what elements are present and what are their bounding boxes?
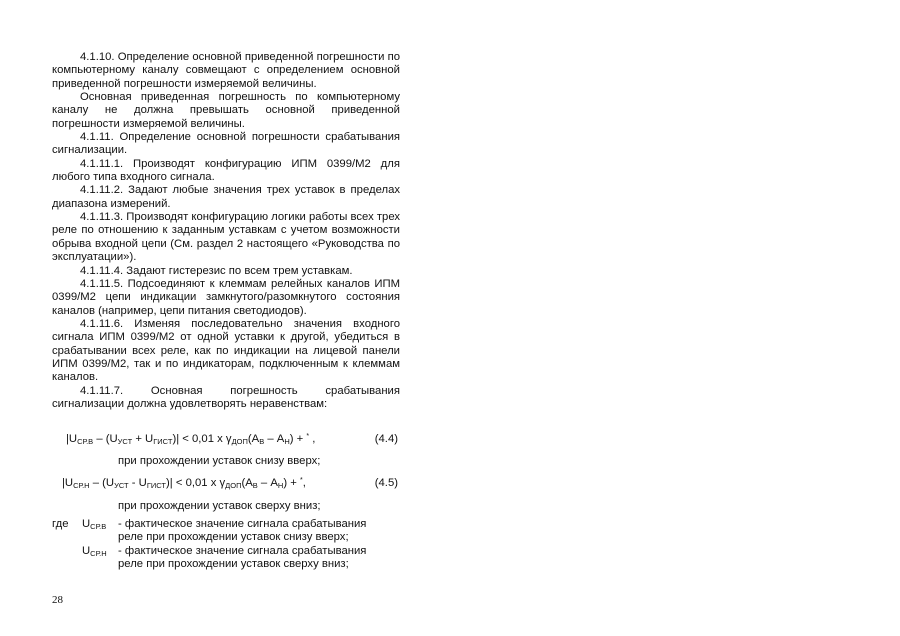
- paragraph-4-1-11-2: 4.1.11.2. Задают любые значения трех уставок в пределах диапазона измерений.: [52, 184, 400, 210]
- paragraph-4-1-11-4: 4.1.11.4. Задают гистерезис по всем трем уставкам.: [80, 264, 353, 277]
- body-text: [52, 51, 400, 411]
- formula-4-4: [66, 433, 398, 446]
- document-page: [52, 51, 400, 570]
- symbol-ucr-n: $U_{СР.Н}$: [82, 545, 107, 558]
- definition-ucr-v-continuation: реле при прохождении уставок снизу вверх;: [118, 531, 349, 543]
- paragraph-4-1-11-6: 4.1.11.6. Изменяя последовательно значения входного сигнала ИПМ 0399/М2 от одной уставки к другой, убедиться в срабатывании всех реле, как по индикации на лицевой панели ИПМ 0399/М2, так и по индикаторам, подключенным к клеммам каналов.: [52, 317, 400, 384]
- formula-4-4-number: (4.4): [374, 433, 398, 445]
- formula-4-5-expression: $|U_{СР.Н} - (U_{УСТ} - U_{ГИСТ})| < 0,01$ х $\gamma_{ДОП}(A_В - A_Н) + ^*$,: [62, 477, 306, 490]
- paragraph-computer-channel-error: Основная приведенная погрешность по компьютерному каналу не должна превышать основной приведенной погрешности измеряемой величины.: [52, 91, 400, 130]
- paragraph-4-1-11-3: 4.1.11.3. Производят конфигурацию логики работы всех трех реле по отношению к заданным уставкам с учетом возможности обрыва входной цепи (См. раздел 2 настоящего «Руководства по эксплуатации»).: [52, 211, 400, 264]
- paragraph-4-1-11-7: 4.1.11.7. Основная погрешность срабатывания сигнализации должна удовлетворять неравенствам:: [52, 384, 400, 410]
- paragraph-4-1-10: 4.1.10. Определение основной приведенной погрешности по компьютерному каналу совмещают с определением основной приведенной погрешности измеряемой величины.: [52, 51, 400, 90]
- definition-ucr-v-text: - фактическое значение сигнала срабатывания: [118, 518, 367, 530]
- page-number: 28: [52, 594, 63, 606]
- formula-4-5-number: (4.5): [374, 477, 398, 489]
- paragraph-4-1-11-5: 4.1.11.5. Подсоединяют к клеммам релейных каналов ИПМ 0399/М2 цепи индикации замкнутого/разомкнутого состояния каналов (например, цепи питания светодиодов).: [52, 277, 400, 317]
- formula-4-5: [62, 477, 398, 490]
- condition-top-down: при прохождении уставок сверху вниз;: [118, 500, 321, 512]
- definition-ucr-n-continuation: реле при прохождении уставок сверху вниз;: [118, 558, 349, 570]
- formula-4-4-expression: $|U_{СР.В} - (U_{УСТ} + U_{ГИСТ})| < 0,01$ х $\gamma_{ДОП}(A_В - A_Н) + ^*$ ,: [66, 433, 316, 446]
- where-label: где: [52, 518, 69, 530]
- condition-bottom-up: при прохождении уставок снизу вверх;: [118, 455, 321, 467]
- paragraph-4-1-11: 4.1.11. Определение основной погрешности срабатывания сигнализации.: [52, 131, 400, 157]
- symbol-ucr-v: $U_{СР.В}$: [82, 518, 107, 531]
- paragraph-4-1-11-1: 4.1.11.1. Производят конфигурацию ИПМ 0399/М2 для любого типа входного сигнала.: [52, 157, 400, 184]
- definition-ucr-n-text: - фактическое значение сигнала срабатывания: [118, 545, 367, 557]
